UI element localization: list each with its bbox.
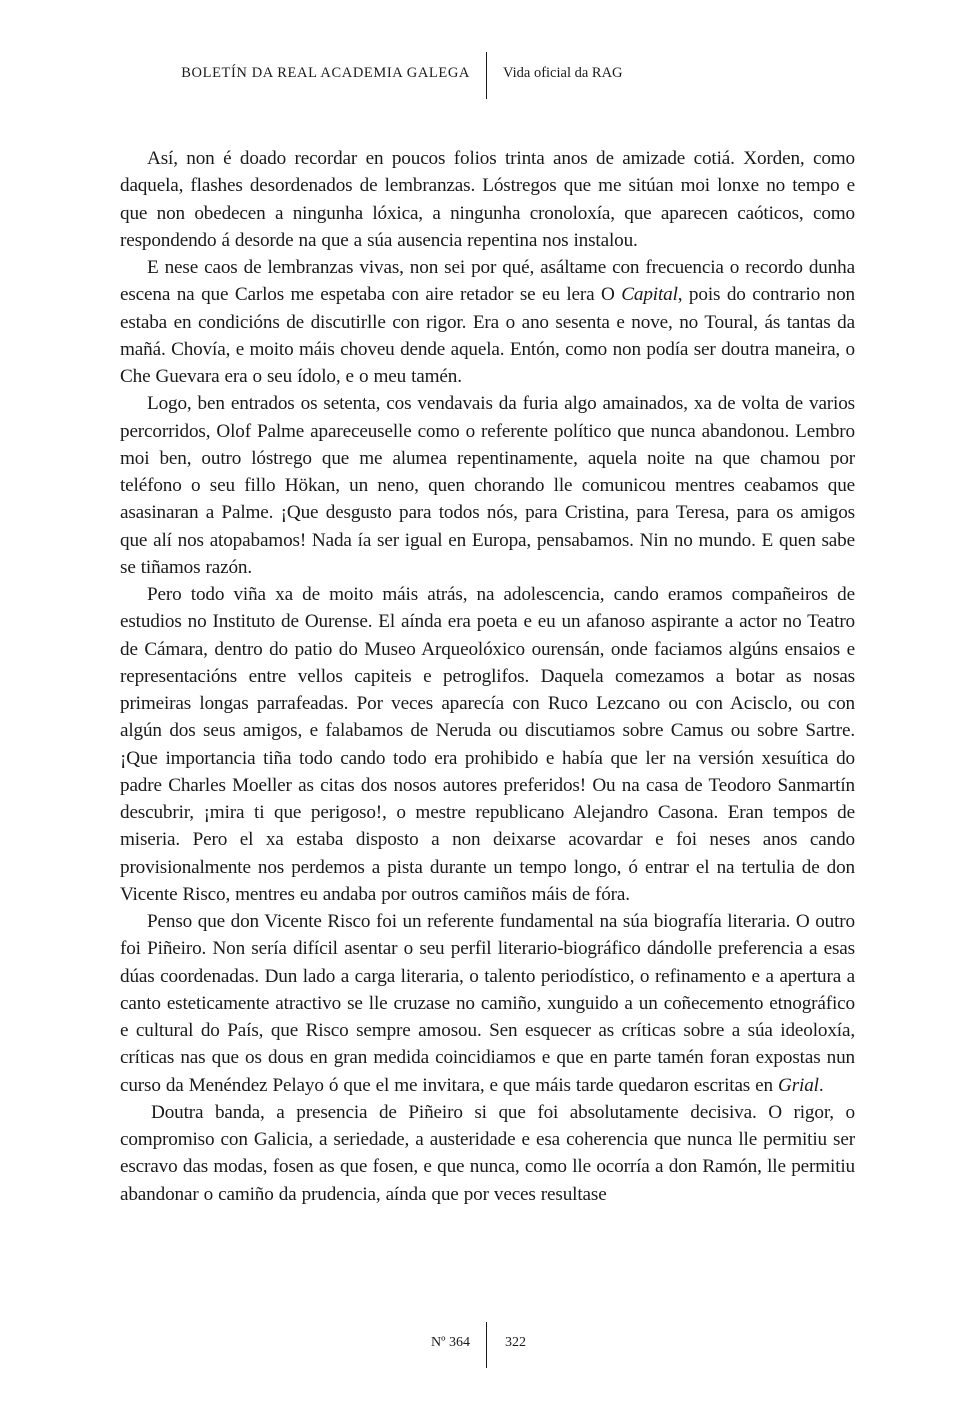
italic-title: Capital	[621, 284, 678, 306]
paragraph	[120, 390, 855, 581]
text-run: Doutra banda, a presencia de Piñeiro si que foi absolutamente decisiva. O rigor, o compromiso con Galicia, a seriedade, a austeridade e esa coherencia que nunca lle permitiu ser escravo das modas, fosen as que fosen, e que nunca, como lle ocorría a don Ramón, lle permitiu abandonar o camiño da prudencia, aínda que por veces resultase	[120, 1101, 855, 1205]
page-footer	[0, 1322, 975, 1368]
header-divider	[486, 52, 487, 99]
paragraph	[120, 1099, 855, 1208]
page-number: 322	[505, 1335, 526, 1350]
text-run: Logo, ben entrados os setenta, cos vendavais da furia algo amainados, xa de volta de varios percorridos, Olof Palme apareceuselle como o referente político que nunca abandonou. Lembro moi ben, outro lóstrego que me alumea repentinamente, aquela noite na que chamou por teléfono o seu fillo Hökan, un neno, quen chorando lle comunicou mentres ceabamos que asasinaran a Palme. ¡Que desgusto para todos nós, para Cristina, para Teresa, para os amigos que alí nos atopabamos! Nada ía ser igual en Europa, pensabamos. Nin no mundo. E quen sabe se tiñamos razón.	[120, 393, 855, 578]
issue-number: Nº 364	[431, 1335, 470, 1350]
text-run: Pero todo viña xa de moito máis atrás, na adolescencia, cando eramos compañeiros de estudios no Instituto de Ourense. El aínda era poeta e eu un afanoso aspirante a actor no Teatro de Cámara, dentro do patio do Museo Arqueolóxico ourensán, onde faciamos algúns ensaios e representacións entre vellos capiteis e petroglifos. Daquela comezamos a botar as nosas primeiras longas parrafeadas. Por veces aparecía con Ruco Lezcano ou con Acisclo, ou con algún dos seus amigos, e falabamos de Neruda ou discutiamos sobre Camus ou sobre Sartre. ¡Que importancia tiña todo cando todo era prohibido e había que ler na versión xesuítica do padre Charles Moeller as citas dos nosos autores preferidos! Ou na casa de Teodoro Sanmartín descubrir, ¡mira ti que perigoso!, o mestre republicano Alejandro Casona. Eran tempos de miseria. Pero el xa estaba disposto a non deixarse acovardar e foi neses anos cando provisionalmente nos perdemos a pista durante un tempo longo, ó entrar el na tertulia de don Vicente Risco, mentres eu andaba por outros camiños máis de fóra.	[120, 584, 855, 905]
article-body	[120, 145, 855, 1208]
text-run: Así, non é doado recordar en poucos folios trinta anos de amizade cotiá. Xorden, como daquela, flashes desordenados de lembranzas. Lóstregos que me sitúan moi lonxe no tempo e que non obedecen a ningunha lóxica, a ningunha cronoloxía, que aparecen caóticos, como respondendo á desorde na que a súa ausencia repentina nos instalou.	[120, 148, 855, 251]
paragraph	[120, 254, 855, 390]
running-head	[0, 52, 975, 99]
paragraph	[120, 581, 855, 908]
italic-title: Grial	[778, 1074, 819, 1096]
text-run: E nese caos de lembranzas vivas, non sei por qué, asáltame con frecuencia o recordo dunha escena na que Carlos me espetaba con aire retador se eu lera O	[120, 257, 855, 306]
section-title: Vida oficial da RAG	[503, 65, 623, 81]
journal-title: BOLETÍN DA REAL ACADEMIA GALEGA	[181, 65, 470, 81]
text-run: Penso que don Vicente Risco foi un referente fundamental na súa biografía literaria. O outro foi Piñeiro. Non sería difícil asentar o seu perfil literario-biográfico dándolle preferencia a esas dúas coordenadas. Dun lado a carga literaria, o talento periodístico, o refinamento e a apertura a canto esteticamente atractivo se lle cruzase no camiño, xunguido a un coñecemento etnográfico e cultural do País, que Risco sempre amosou. Sen esquecer as críticas sobre a súa ideoloxía, críticas nas que os dous en gran medida coincidiamos e que en parte tamén foran expostas nun curso da Menéndez Pelayo ó que el me invitara, e que máis tarde quedaron escritas en	[120, 911, 855, 1096]
paragraph	[120, 908, 855, 1099]
paragraph	[120, 145, 855, 254]
text-run: .	[818, 1074, 824, 1096]
text-run: , pois do contrario non estaba en condicións de discutirlle con rigor. Era o ano sesenta e nove, no Toural, ás tantas da mañá. Chovía, e moito máis choveu dende aquela. Entón, como non podía ser doutra maneira, o Che Guevara era o seu ídolo, e o meu tamén.	[120, 284, 855, 387]
footer-divider	[486, 1322, 487, 1368]
